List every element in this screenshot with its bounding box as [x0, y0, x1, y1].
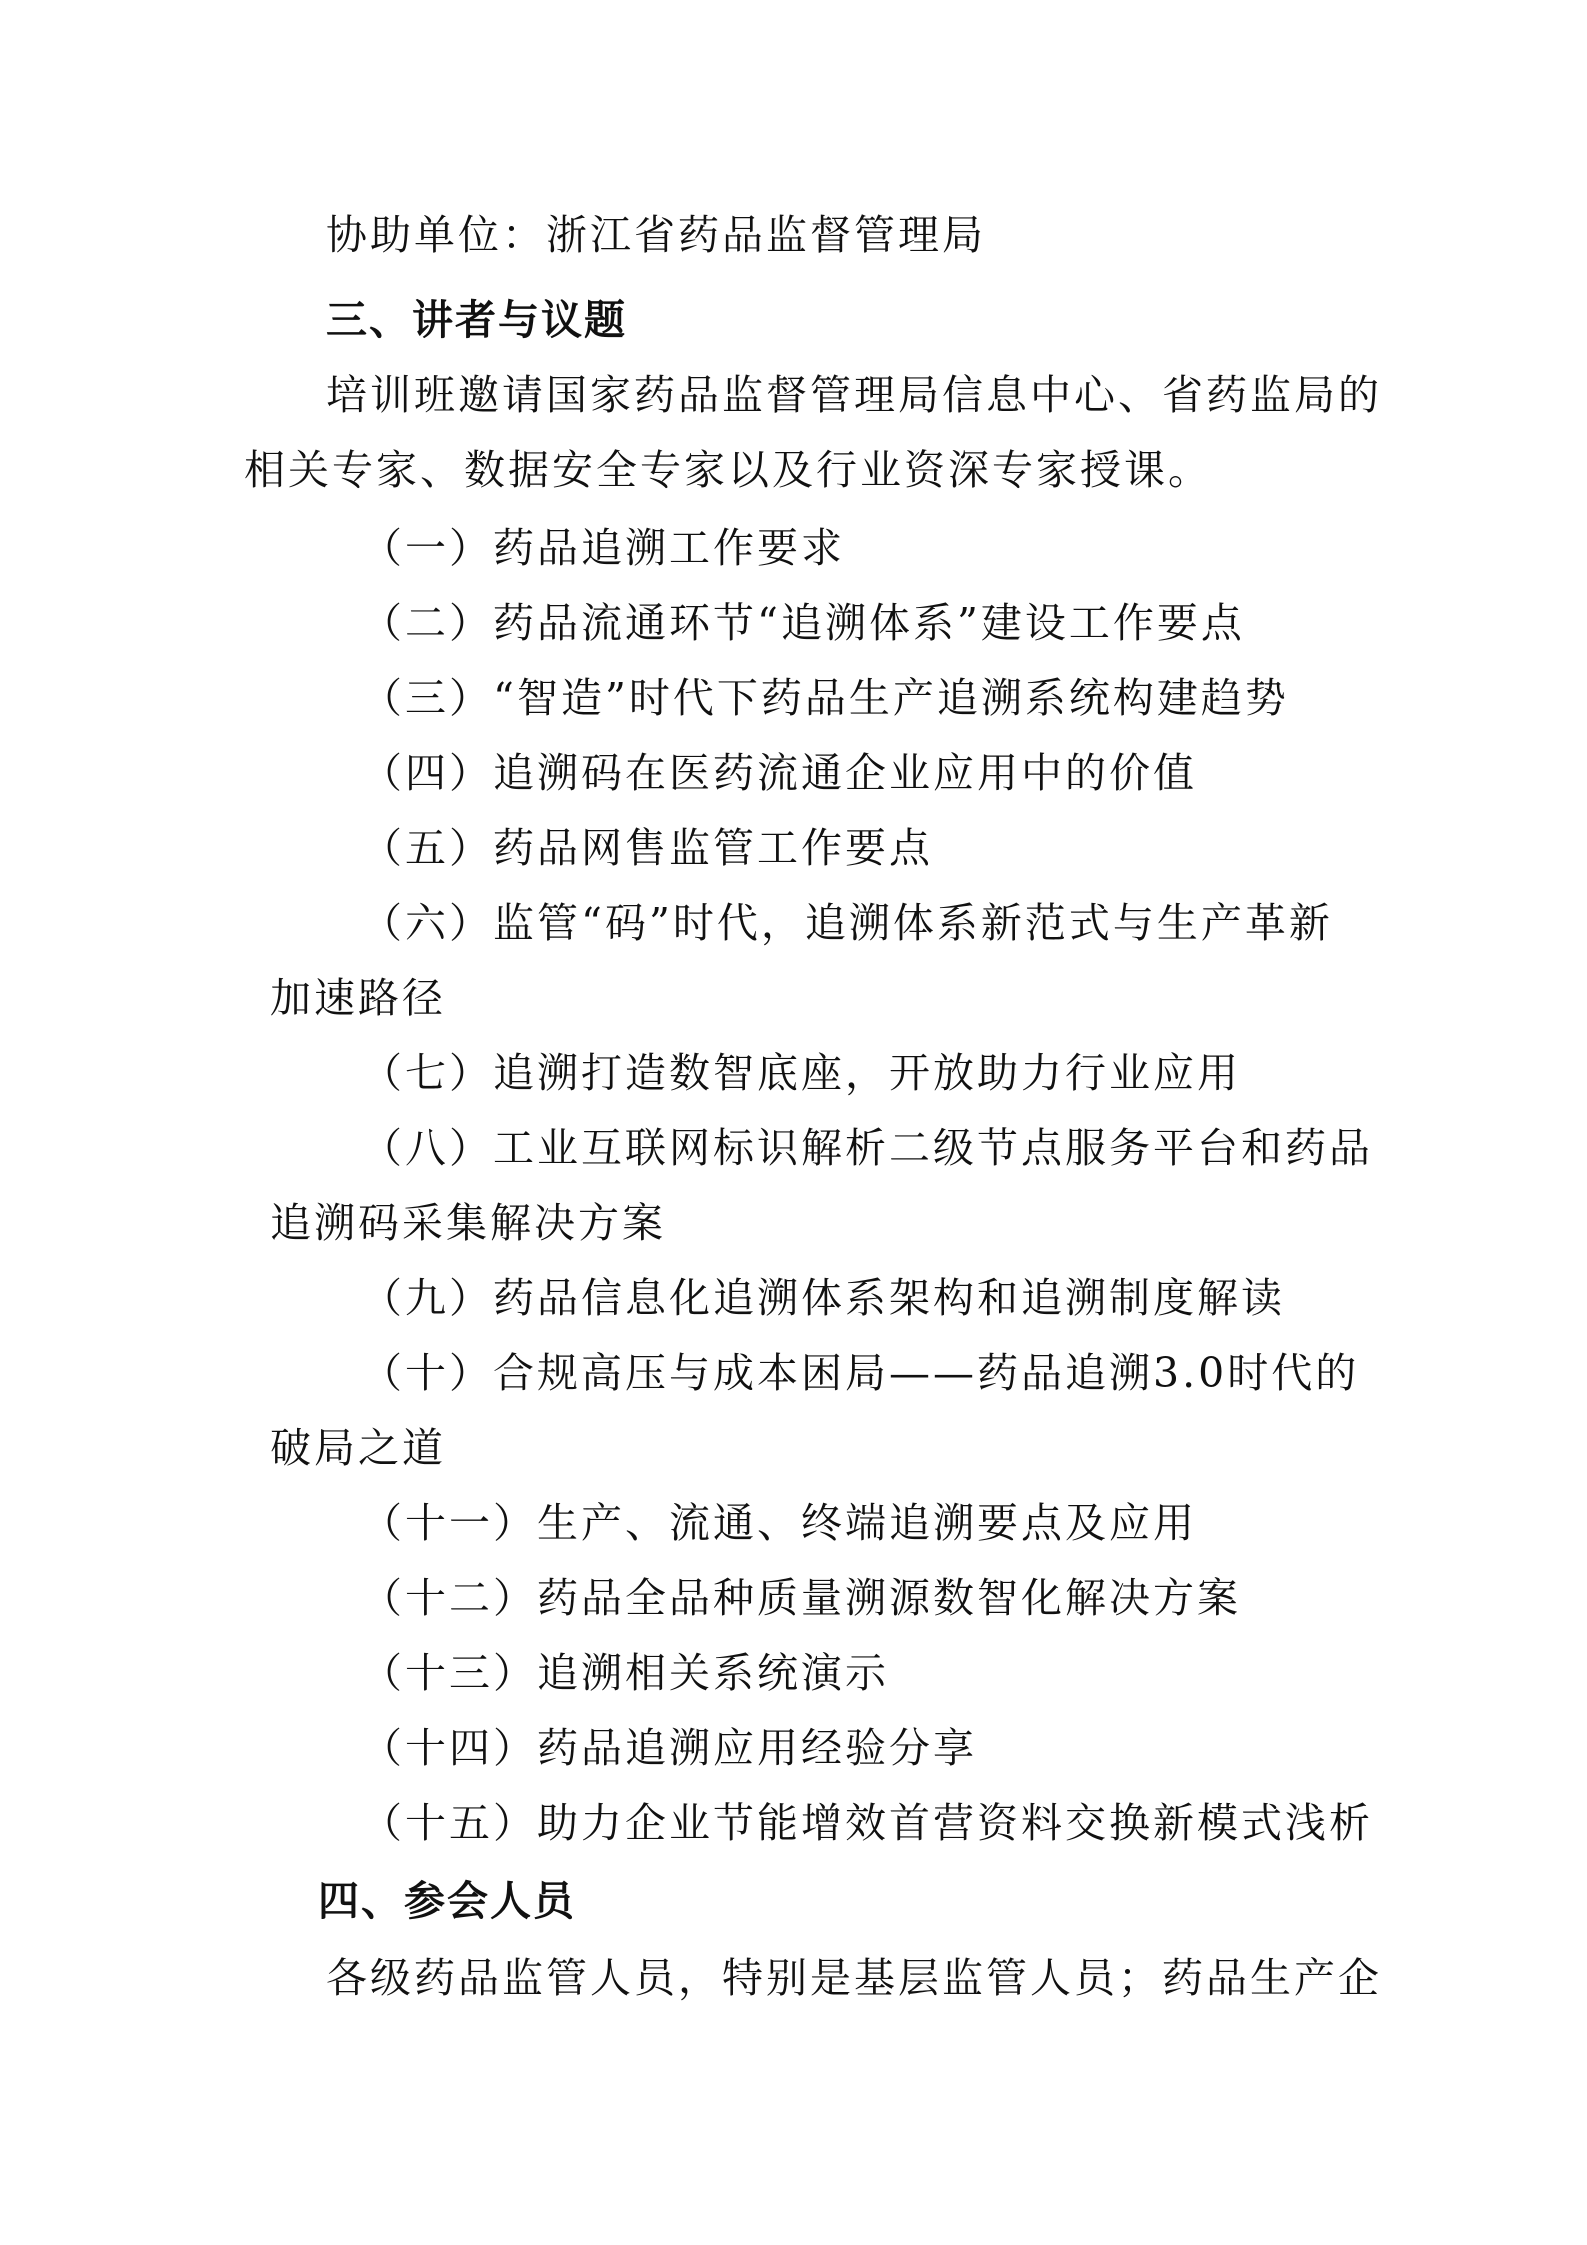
topic-12: （十二）药品全品种质量溯源数智化解决方案	[361, 1574, 1241, 1622]
topic-14: （十四）药品追溯应用经验分享	[361, 1724, 977, 1772]
section-3-heading: 三、讲者与议题	[326, 296, 627, 344]
intro-line-1: 培训班邀请国家药品监督管理局信息中心、省药监局的	[326, 371, 1382, 419]
topic-3: （三）“智造”时代下药品生产追溯系统构建趋势	[361, 674, 1289, 722]
topic-15: （十五）助力企业节能增效首营资料交换新模式浅析	[361, 1799, 1373, 1847]
topic-4: （四）追溯码在医药流通企业应用中的价值	[361, 749, 1197, 797]
topic-10: （十）合规高压与成本困局——药品追溯3.0时代的	[361, 1349, 1360, 1397]
topic-8-continued: 追溯码采集解决方案	[270, 1199, 666, 1247]
topic-2: （二）药品流通环节“追溯体系”建设工作要点	[361, 599, 1245, 647]
topic-9: （九）药品信息化追溯体系架构和追溯制度解读	[361, 1274, 1285, 1322]
topic-11: （十一）生产、流通、终端追溯要点及应用	[361, 1499, 1197, 1547]
topic-13: （十三）追溯相关系统演示	[361, 1649, 889, 1697]
attendees-line-1: 各级药品监管人员，特别是基层监管人员；药品生产企	[326, 1954, 1382, 2002]
section-4-heading: 四、参会人员	[318, 1877, 576, 1925]
topic-8: （八）工业互联网标识解析二级节点服务平台和药品	[361, 1124, 1373, 1172]
topic-7: （七）追溯打造数智底座，开放助力行业应用	[361, 1049, 1241, 1097]
intro-line-2: 相关专家、数据安全专家以及行业资深专家授课。	[244, 446, 1212, 494]
topic-10-continued: 破局之道	[270, 1424, 446, 1472]
assist-unit-line: 协助单位：浙江省药品监督管理局	[326, 211, 986, 259]
topic-1: （一）药品追溯工作要求	[361, 524, 845, 572]
topic-6-continued: 加速路径	[270, 974, 446, 1022]
topic-6: （六）监管“码”时代，追溯体系新范式与生产革新	[361, 899, 1333, 947]
topic-5: （五）药品网售监管工作要点	[361, 824, 933, 872]
